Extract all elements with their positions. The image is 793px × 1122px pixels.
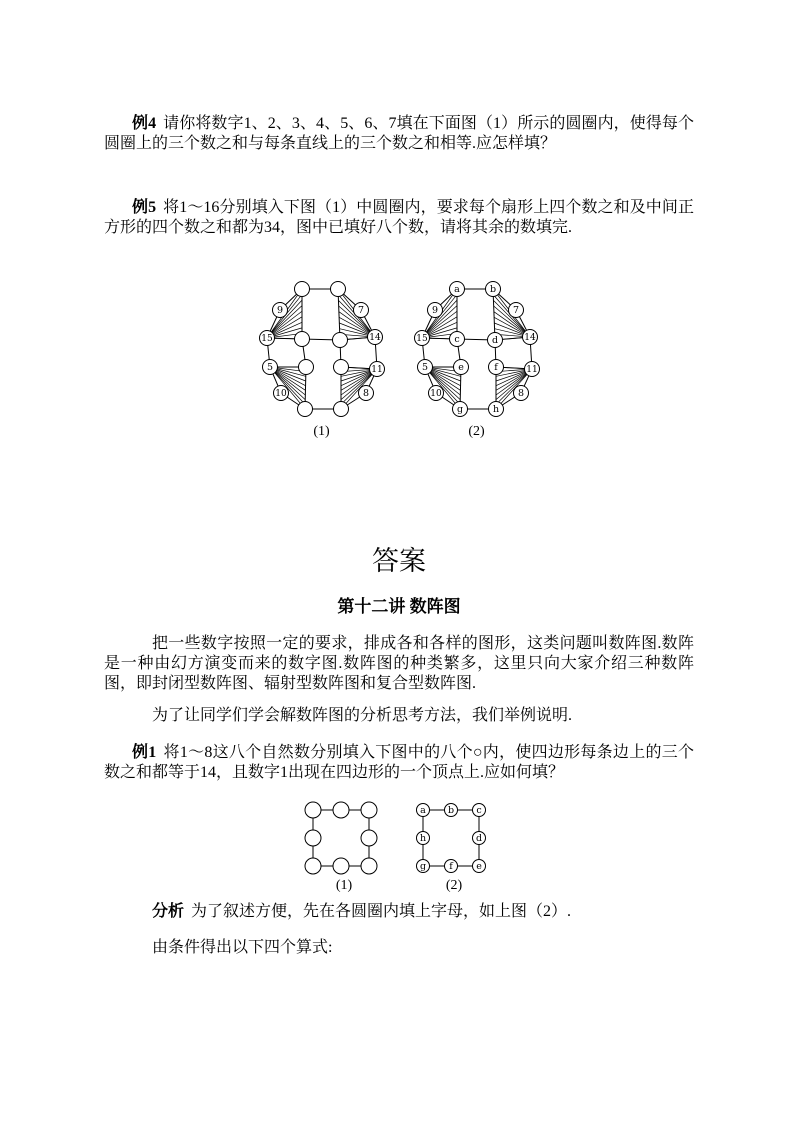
empty-circle (361, 802, 377, 818)
example5-paragraph (104, 198, 694, 238)
letter-circle-label: a (454, 284, 460, 296)
example1-paragraph (104, 743, 694, 783)
letter-circle-label: d (491, 335, 499, 347)
example1-label: 例1 (132, 744, 157, 762)
square-diagram-2-caption: (2) (445, 878, 463, 894)
wheel-diagram-1-figure (244, 278, 399, 422)
number-circle-label: 14 (524, 333, 536, 344)
example4-text: 请你将数字1、2、3、4、5、6、7填在下面图（1）所示的圆圈内，使得每个圆圈上的三个数之和与每条直线上的三个数之和相等.应怎样填？ (104, 115, 694, 152)
wheel-diagram-2 (399, 278, 554, 440)
lecture-title: 第十二讲 数阵图 (337, 597, 461, 617)
number-circle-label: 7 (512, 305, 520, 317)
example5-text: 将1～16分别填入下图（1）中圆圈内，要求每个扇形上四个数之和及中间正方形的四个数之和都为34，图中已填好八个数，请将其余的数填完. (104, 199, 694, 236)
empty-circle (361, 858, 377, 874)
letter-circle-label: h (419, 833, 427, 845)
empty-circle (299, 360, 314, 375)
example1-text: 将1～8这八个自然数分别填入下图中的八个○内，使四边形每条边上的三个数之和都等于14，且数字1出现在四边形的一个顶点上.应如何填？ (104, 744, 694, 782)
number-circle-label: 8 (362, 388, 370, 400)
empty-circle (334, 402, 349, 417)
empty-circle (334, 360, 349, 375)
empty-circle (295, 332, 310, 347)
letter-circle-label: b (447, 805, 455, 817)
square-diagram-2-figure (399, 800, 509, 876)
square-diagram-2 (399, 800, 509, 894)
empty-circle (333, 333, 348, 348)
letter-circle-label: e (476, 861, 482, 873)
square-diagrams-row (104, 800, 694, 894)
closing-line: 由条件得出以下四个算式: (152, 939, 333, 957)
number-circle-label: 10 (275, 389, 287, 400)
wheel-diagram-2-figure (399, 278, 554, 422)
letter-circle-label: b (489, 284, 497, 296)
number-circle-label: 14 (369, 333, 381, 344)
letter-circle-label: g (456, 404, 464, 416)
square-diagram-1 (289, 800, 399, 894)
example5-label: 例5 (132, 199, 157, 216)
intro-paragraph-1: 把一些数字按照一定的要求，排成各和各样的图形，这类问题叫数阵图.数阵是一种由幻方演变而来的数字图.数阵图的种类繁多，这里只向大家介绍三种数阵图，即封闭型数阵图、辐射型数阵图和复合型数阵图. (104, 635, 694, 693)
example4-paragraph (104, 114, 694, 154)
number-circle-label: 7 (357, 305, 365, 317)
empty-circle (305, 858, 321, 874)
empty-circle (333, 802, 349, 818)
number-circle-label: 5 (266, 362, 274, 374)
letter-circle-label: e (458, 362, 464, 374)
letter-circle-label: g (419, 861, 427, 873)
number-circle-label: 8 (517, 388, 525, 400)
answer-title: 答案 (372, 546, 426, 576)
letter-circle-label: f (449, 861, 453, 873)
analysis-paragraph (104, 902, 694, 922)
empty-circle (298, 402, 313, 417)
empty-circle (305, 830, 321, 846)
number-circle-label: 10 (430, 389, 442, 400)
empty-circle (295, 282, 310, 297)
letter-circle-label: h (492, 404, 500, 416)
letter-circle-label: c (476, 805, 482, 817)
empty-circle (333, 858, 349, 874)
letter-circle-label: f (494, 362, 498, 374)
wheel-diagram-1 (244, 278, 399, 440)
number-circle-label: 15 (261, 334, 273, 345)
wheel-diagram-1-caption: (1) (313, 424, 330, 439)
square-diagram-1-caption: (1) (335, 878, 353, 894)
letter-circle-label: c (454, 334, 460, 346)
number-circle-label: 15 (416, 334, 428, 345)
wheel-diagrams-row (104, 278, 694, 440)
number-circle-label: 11 (526, 365, 538, 376)
empty-circle (361, 830, 377, 846)
square-diagram-1-figure (289, 800, 399, 876)
empty-circle (331, 282, 346, 297)
empty-circle (305, 802, 321, 818)
number-circle-label: 11 (371, 365, 383, 376)
intro-paragraph-2: 为了让同学们学会解数阵图的分析思考方法，我们举例说明. (152, 707, 573, 725)
wheel-diagram-2-caption: (2) (468, 424, 485, 439)
number-circle-label: 5 (421, 362, 429, 374)
analysis-label: 分析 (152, 903, 185, 921)
letter-circle-label: d (475, 833, 483, 845)
number-circle-label: 9 (276, 305, 284, 317)
example4-label: 例4 (132, 115, 157, 132)
analysis-text: 为了叙述方便，先在各圆圈内填上字母，如上图（2）. (191, 903, 572, 921)
letter-circle-label: a (420, 805, 426, 817)
number-circle-label: 9 (431, 305, 439, 317)
document-content (104, 114, 694, 958)
